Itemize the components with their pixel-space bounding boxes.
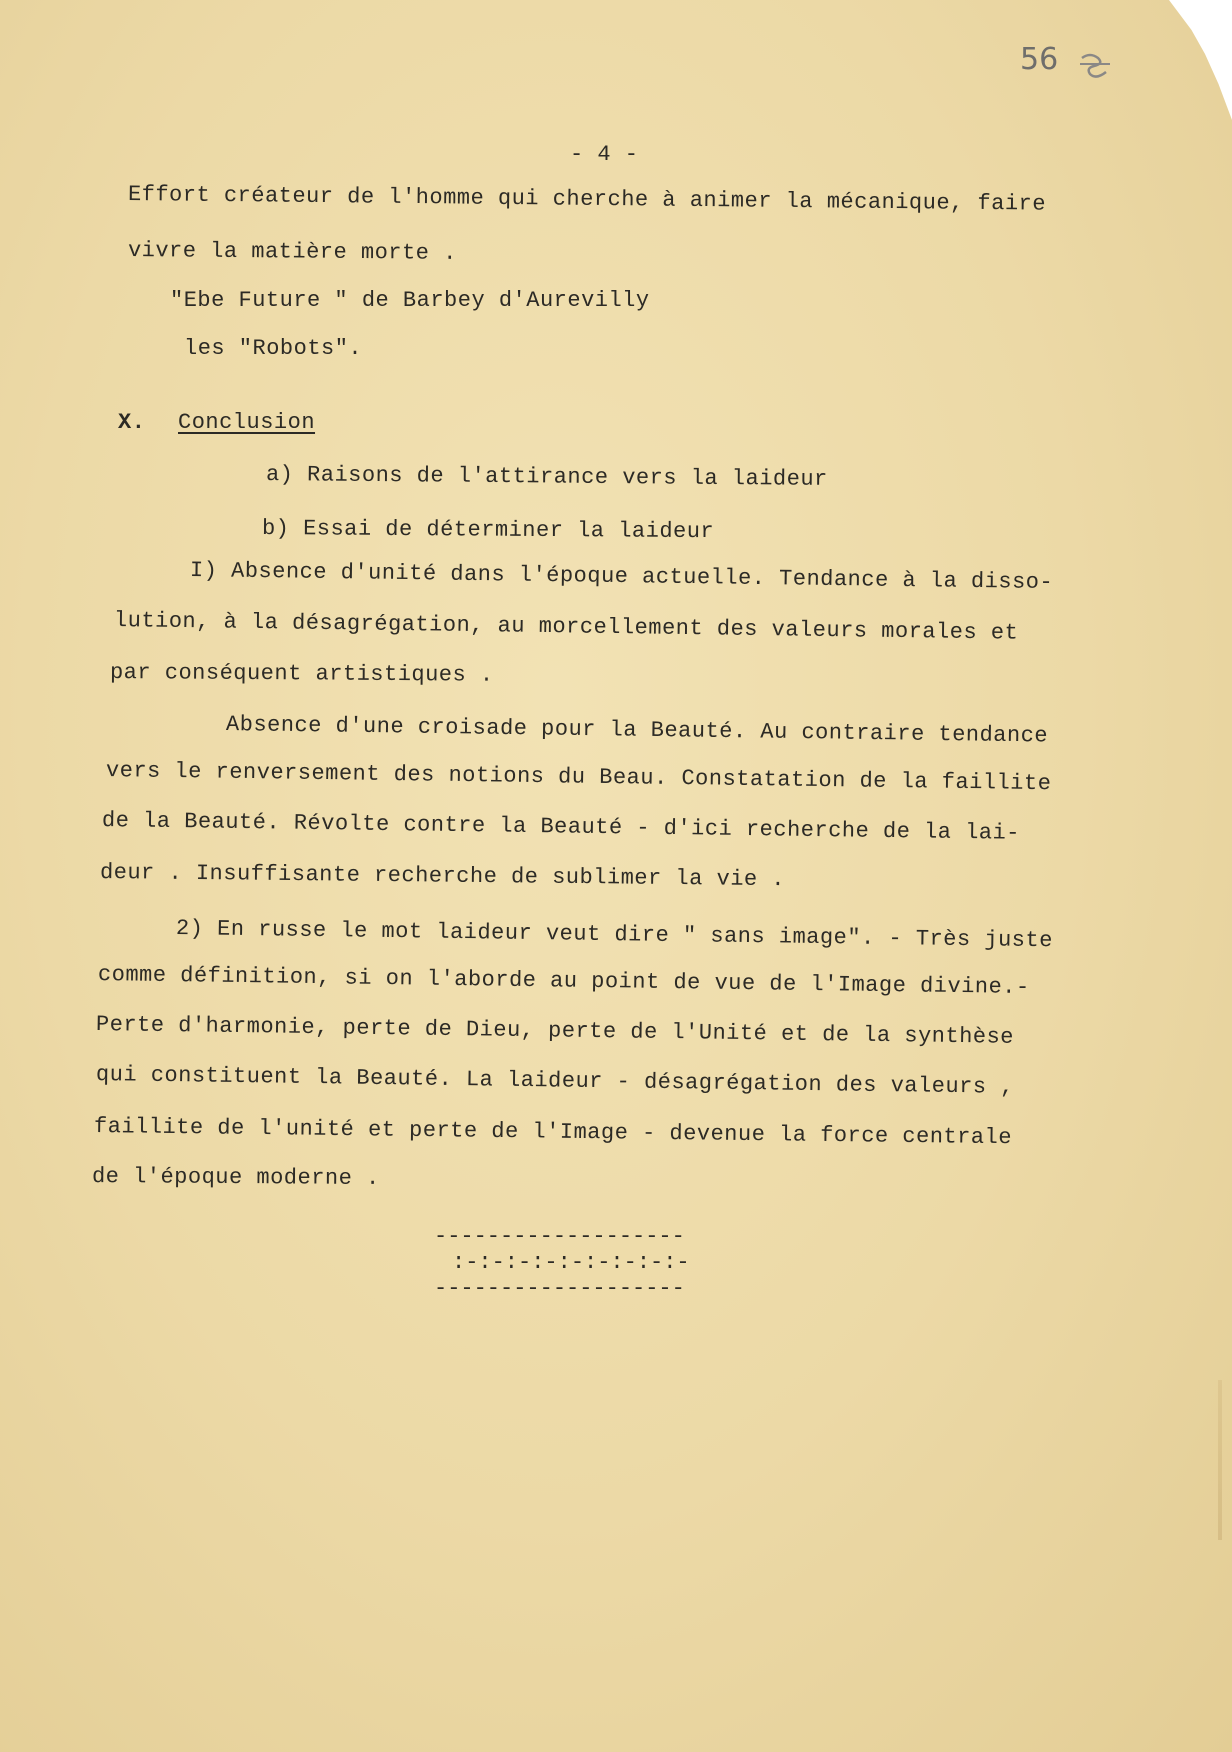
text-line: b) Essai de déterminer la laideur [261,516,715,545]
text-line: qui constituent la Beauté. La laideur - désagrégation des valeurs , [95,1062,1015,1100]
text-line: vers le renversement des notions du Beau. Constatation de la faillite [105,758,1052,797]
folio-number: 56 [1020,42,1059,77]
text-line: "Ebe Future " de Barbey d'Aurevilly [170,288,650,313]
text-line: 2) En russe le mot laideur veut dire " sans image". - Très juste [175,916,1054,954]
torn-corner [1142,0,1232,120]
section-number: X. [118,410,146,435]
text-line: I) Absence d'unité dans l'époque actuelle. Tendance à la disso- [189,558,1054,596]
text-line: Effort créateur de l'homme qui cherche à animer la mécanique, faire [127,182,1047,217]
text-line: les "Robots". [184,336,363,361]
text-line: Perte d'harmonie, perte de Dieu, perte de l'Unité et de la synthèse [95,1012,1015,1050]
text-line: lution, à la désagrégation, au morcellement des valeurs morales et [113,608,1019,646]
section-title: Conclusion [178,410,316,435]
text-line: faillite de l'unité et perte de l'Image - devenue la force centrale [93,1114,1013,1151]
text-line: par conséquent artistiques . [109,660,494,688]
separator-middle: :-:-:-:-:-:-:-:-:- [452,1250,690,1275]
text-line: deur . Insuffisante recherche de sublimer la vie . [99,860,786,893]
separator-top: ------------------- [434,1224,685,1249]
text-line: de l'époque moderne . [91,1164,380,1192]
page-number: - 4 - [570,142,639,167]
text-line: de la Beauté. Révolte contre la Beauté - d'ici recherche de la lai- [101,808,1021,846]
text-line: Absence d'une croisade pour la Beauté. Au contraire tendance [225,712,1049,749]
paper-fold [1218,1380,1222,1540]
text-line: a) Raisons de l'attirance vers la laideur [265,462,828,492]
folio-mark-icon [1078,50,1112,80]
text-line: comme définition, si on l'aborde au point de vue de l'Image divine.- [97,962,1030,1001]
text-line: vivre la matière morte . [127,238,457,266]
separator-bottom: ------------------- [434,1276,685,1301]
